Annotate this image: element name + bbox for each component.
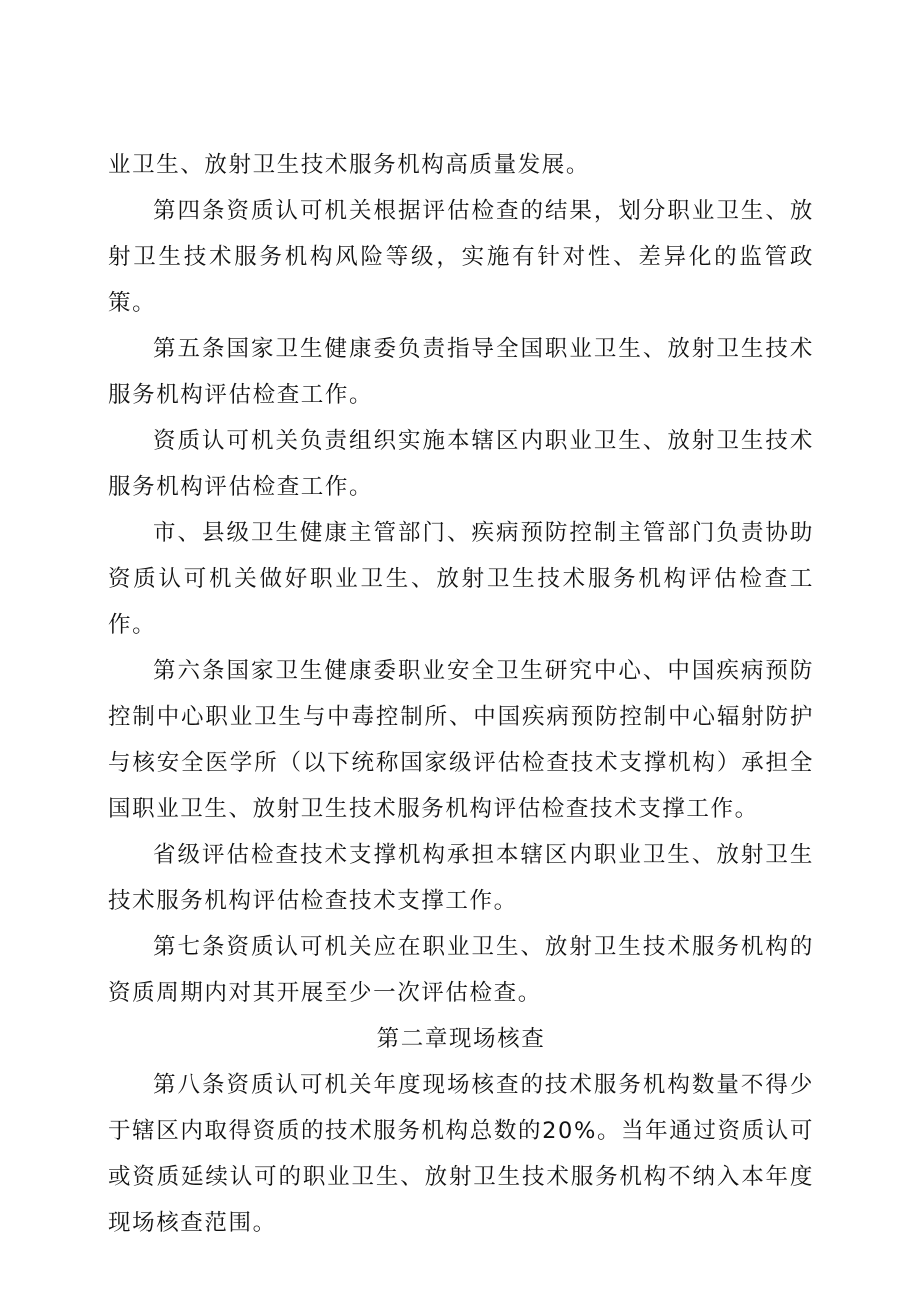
paragraph-article-6-part-2: 省级评估检查技术支撑机构承担本辖区内职业卫生、放射卫生技术服务机构评估检查技术支撑工作。	[108, 842, 814, 914]
paragraph-article-4: 第四条资质认可机关根据评估检查的结果，划分职业卫生、放射卫生技术服务机构风险等级，实施有针对性、差异化的监管政策。	[108, 198, 814, 316]
paragraph-article-7: 第七条资质认可机关应在职业卫生、放射卫生技术服务机构的资质周期内对其开展至少一次评估检查。	[108, 934, 814, 1006]
paragraph-article-8: 第八条资质认可机关年度现场核查的技术服务机构数量不得少于辖区内取得资质的技术服务机构总数的20%。当年通过资质认可或资质延续认可的职业卫生、放射卫生技术服务机构不纳入本年度现场核查范围。	[108, 1072, 814, 1236]
paragraph-article-5-part-3: 市、县级卫生健康主管部门、疾病预防控制主管部门负责协助资质认可机关做好职业卫生、放射卫生技术服务机构评估检查工作。	[108, 520, 814, 638]
paragraph-article-6: 第六条国家卫生健康委职业安全卫生研究中心、中国疾病预防控制中心职业卫生与中毒控制所、中国疾病预防控制中心辐射防护与核安全医学所（以下统称国家级评估检查技术支撑机构）承担全国职业卫生、放射卫生技术服务机构评估检查技术支撑工作。	[108, 658, 814, 822]
document-body	[108, 142, 814, 1246]
paragraph-article-5: 第五条国家卫生健康委负责指导全国职业卫生、放射卫生技术服务机构评估检查工作。	[108, 336, 814, 408]
paragraph-continuation: 业卫生、放射卫生技术服务机构高质量发展。	[108, 152, 591, 178]
chapter-heading: 第二章现场核查	[376, 1026, 546, 1052]
paragraph-article-5-part-2: 资质认可机关负责组织实施本辖区内职业卫生、放射卫生技术服务机构评估检查工作。	[108, 428, 814, 500]
